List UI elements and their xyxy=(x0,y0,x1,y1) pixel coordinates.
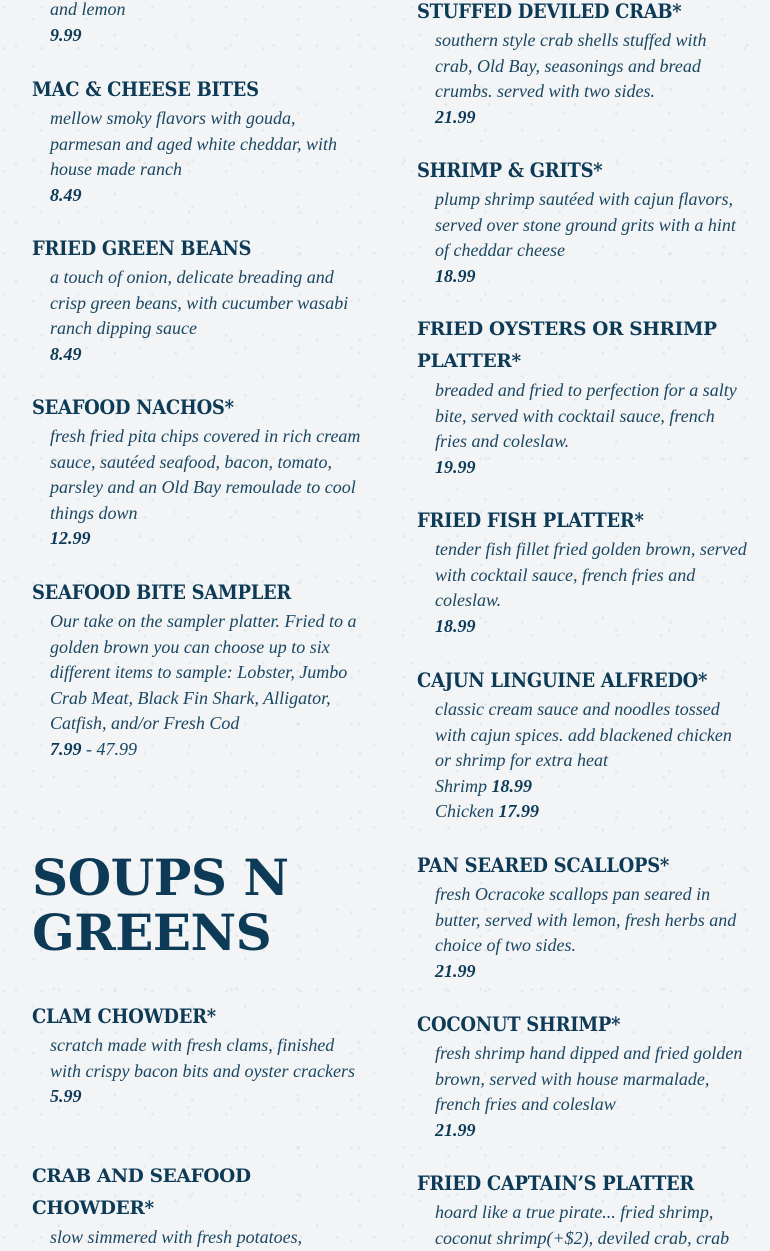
item-name: MAC & CHEESE BITES xyxy=(32,78,259,101)
item-price: 18.99 xyxy=(435,265,476,286)
item-name: FRIED GREEN BEANS xyxy=(32,237,252,260)
item-price: 8.49 xyxy=(50,343,82,364)
item-description: and lemon xyxy=(50,0,126,19)
item-option-chicken xyxy=(435,799,747,825)
menu-item-fried-fish-platter xyxy=(417,505,747,639)
item-description: mellow smoky flavors with gouda, parmesan and aged white cheddar, with house made ranch xyxy=(50,108,337,179)
item-name: SEAFOOD NACHOS* xyxy=(32,396,234,419)
item-name: CLAM CHOWDER* xyxy=(32,1005,216,1028)
menu-item-fragment xyxy=(32,0,362,48)
item-name: FRIED FISH PLATTER* xyxy=(417,509,644,532)
item-price: 18.99 xyxy=(435,615,476,636)
item-price: 8.49 xyxy=(50,184,82,205)
menu-item-seafood-bite-sampler xyxy=(32,577,362,762)
menu-item-fried-captains-platter xyxy=(417,1168,747,1251)
item-description: fresh shrimp hand dipped and fried golden brown, served with house marmalade, french fries and coleslaw xyxy=(435,1043,743,1114)
menu-item-shrimp-grits xyxy=(417,155,747,289)
option-price: 18.99 xyxy=(491,775,533,796)
section-title-soups-n-greens: SOUPS N GREENS xyxy=(32,848,289,962)
item-name: COCONUT SHRIMP* xyxy=(417,1013,621,1036)
menu-item-pan-seared-scallops xyxy=(417,850,747,984)
option-price: 17.99 xyxy=(498,801,539,821)
item-name: FRIED CAPTAIN’S PLATTER xyxy=(417,1172,695,1195)
item-description: slow simmered with fresh potatoes, xyxy=(50,1227,303,1247)
item-description: southern style crab shells stuffed with crab, Old Bay, seasonings and bread crumbs. served with two sides. xyxy=(435,30,707,101)
item-name: CRAB AND SEAFOOD CHOWDER* xyxy=(32,1166,251,1219)
item-name: SEAFOOD BITE SAMPLER xyxy=(32,581,292,604)
item-name: PAN SEARED SCALLOPS* xyxy=(417,854,670,877)
item-name: FRIED OYSTERS OR SHRIMP PLATTER* xyxy=(417,319,717,372)
item-price-range xyxy=(50,737,362,763)
item-price-high: - 47.99 xyxy=(81,738,137,759)
item-name: STUFFED DEVILED CRAB* xyxy=(417,0,682,23)
item-price: 12.99 xyxy=(50,528,91,548)
option-label: Chicken xyxy=(435,801,494,821)
item-name: SHRIMP & GRITS* xyxy=(417,159,603,182)
item-price-low: 7.99 xyxy=(50,738,82,759)
menu-item-cajun-linguine-alfredo xyxy=(417,665,747,825)
item-price: 21.99 xyxy=(435,1119,476,1140)
item-description: Our take on the sampler platter. Fried to a golden brown you can choose up to six different items to sample: Lobster, Jumbo Crab Meat, Black Fin Shark, Alligator, Catfish, and/or Fresh Cod xyxy=(50,611,357,733)
item-description: plump shrimp sautéed with cajun flavors, served over stone ground grits with a hint of cheddar cheese xyxy=(435,189,736,260)
menu-item-clam-chowder xyxy=(32,1001,362,1110)
item-description: fresh fried pita chips covered in rich cream sauce, sautéed seafood, bacon, tomato, parsley and an Old Bay remoulade to cool things down xyxy=(50,426,361,523)
item-description: a touch of onion, delicate breading and crisp green beans, with cucumber wasabi ranch dipping sauce xyxy=(50,267,349,338)
item-description: tender fish fillet fried golden brown, served with cocktail sauce, french fries and coleslaw. xyxy=(435,539,747,610)
item-option-shrimp xyxy=(435,774,747,800)
item-description: scratch made with fresh clams, finished with crispy bacon bits and oyster crackers xyxy=(50,1035,355,1081)
menu-item-stuffed-deviled-crab xyxy=(417,0,747,130)
item-description: breaded and fried to perfection for a salty bite, served with cocktail sauce, french fries and coleslaw. xyxy=(435,380,737,451)
item-price: 9.99 xyxy=(50,24,82,45)
item-description: fresh Ocracoke scallops pan seared in butter, served with lemon, fresh herbs and choice of two sides. xyxy=(435,884,737,955)
item-price: 5.99 xyxy=(50,1086,82,1106)
menu-item-fried-green-beans xyxy=(32,233,362,367)
menu-item-fried-oysters-shrimp-platter xyxy=(417,314,747,480)
item-description: classic cream sauce and noodles tossed with cajun spices. add blackened chicken or shrimp for extra heat xyxy=(435,699,732,770)
menu-item-coconut-shrimp xyxy=(417,1009,747,1143)
menu-item-mac-cheese-bites xyxy=(32,74,362,208)
item-name: CAJUN LINGUINE ALFREDO* xyxy=(417,669,708,692)
menu-item-crab-seafood-chowder xyxy=(32,1161,362,1251)
item-description: hoard like a true pirate... fried shrimp, coconut shrimp(+$2), deviled crab, crab xyxy=(435,1202,730,1248)
option-label: Shrimp xyxy=(435,775,488,796)
item-price: 21.99 xyxy=(435,960,476,981)
item-price: 19.99 xyxy=(435,456,476,477)
item-price: 21.99 xyxy=(435,106,476,127)
menu-item-seafood-nachos xyxy=(32,392,362,552)
